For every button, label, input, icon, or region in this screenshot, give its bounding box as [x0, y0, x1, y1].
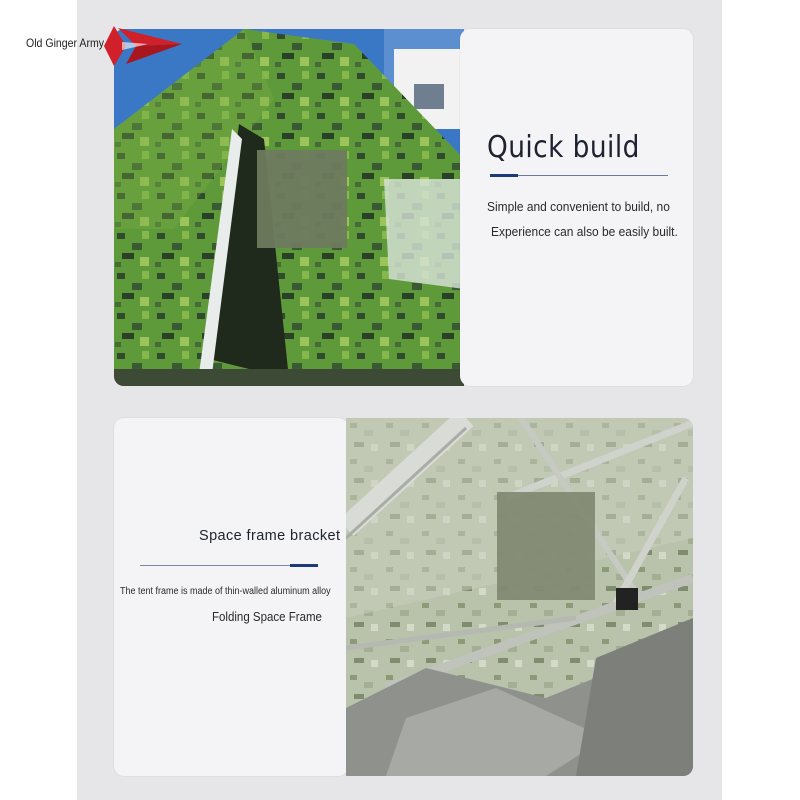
camouflage-tent-photo [114, 29, 464, 386]
space-frame-panel [114, 418, 348, 776]
space-frame-description-line1: The tent frame is made of thin-walled aluminum alloy [120, 586, 331, 597]
space-frame-description-line2: Folding Space Frame [212, 610, 322, 624]
quick-build-description-line2: Experience can also be easily built. [491, 224, 678, 239]
censor-box [257, 150, 347, 248]
tent-frame-interior-photo [346, 418, 693, 776]
underline-accent [490, 174, 518, 177]
section-title-space-frame: Space frame bracket [199, 528, 341, 544]
title-underline [140, 565, 318, 566]
title-underline [490, 175, 668, 176]
brand-watermark: Old Ginger Army [26, 36, 105, 50]
section-title-quick-build: Quick build [487, 130, 640, 165]
censor-box [497, 492, 595, 600]
brand-logo-icon [96, 22, 182, 70]
quick-build-description-line1: Simple and convenient to build, no [487, 199, 670, 214]
underline-accent [290, 564, 318, 567]
